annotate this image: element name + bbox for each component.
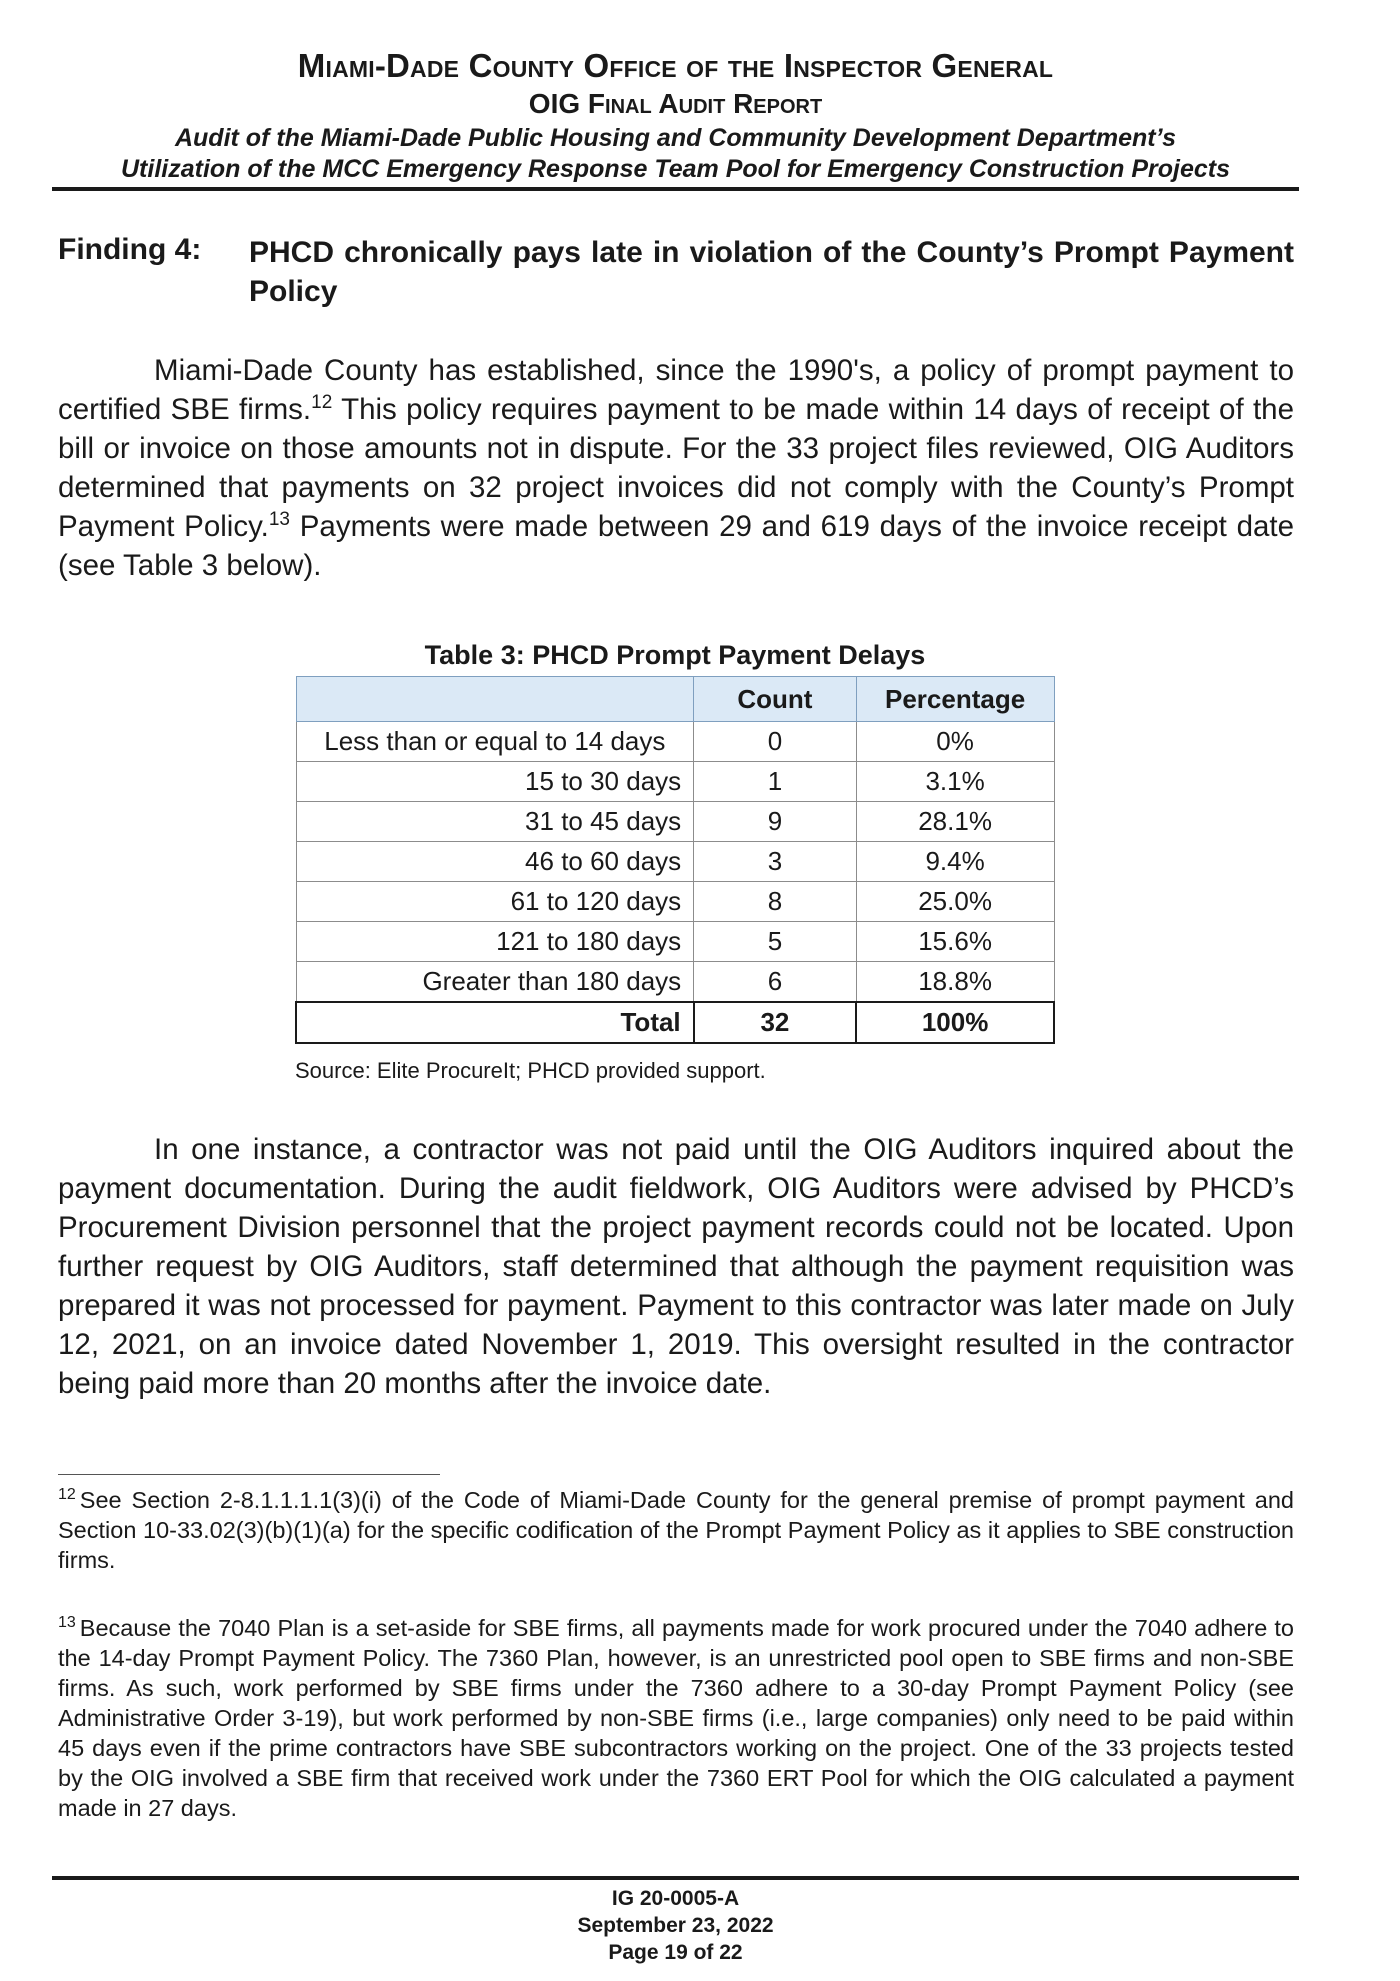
row-label: Greater than 180 days (296, 962, 694, 1003)
office-title: Miami-Dade County Office of the Inspector General (297, 47, 1054, 84)
finding-label: Finding 4: (58, 233, 202, 266)
report-id: IG 20-0005-A (611, 1887, 740, 1910)
header-divider (52, 187, 1299, 191)
footnote-text: Because the 7040 Plan is a set-aside for SBE firms, all payments made for work procured under the 7040 adhere to the 14-day Prompt Payment Policy. The 7360 Plan, however, is an unrestricted pool open to SBE firms and non-SBE firms. As such, work performed by SBE firms under the 7360 adhere to a 30-day Prompt Payment Policy (see Administrative Order 3-19), but work performed by non-SBE firms (i.e., large companies) only need to be paid within 45 days even if the prime contractors have SBE subcontractors working on the project. One of the 33 projects tested by the OIG involved a SBE firm that received work under the 7360 ERT Pool for which the OIG calculated a payment made in 27 days. (58, 1615, 1294, 1821)
row-label: 121 to 180 days (296, 922, 694, 962)
header-count: Count (694, 677, 857, 722)
report-date: September 23, 2022 (577, 1914, 774, 1937)
row-percentage: 18.8% (856, 962, 1054, 1003)
table-row (296, 722, 1054, 762)
paragraph-1-part-2: This policy requires payment to be made within 14 days of receipt of the bill or invoice on those amounts not in dispute. For the 33 project files reviewed, OIG Auditors determined that payments on 32 project invoices did not comply with the County’s Prompt Payment Policy. (58, 393, 1294, 543)
row-label: 46 to 60 days (296, 842, 694, 882)
row-count: 6 (694, 962, 857, 1003)
table-total-row (296, 1002, 1054, 1043)
row-count: 8 (694, 882, 857, 922)
row-label: 61 to 120 days (296, 882, 694, 922)
table-row (296, 842, 1054, 882)
row-percentage: 3.1% (856, 762, 1054, 802)
table-row (296, 922, 1054, 962)
report-type: OIG Final Audit Report (528, 88, 823, 119)
paragraph-1-part-1: Miami-Dade County has established, since the 1990's, a policy of prompt payment to certified SBE firms. (58, 354, 1294, 426)
row-count: 0 (694, 722, 857, 762)
audit-title-line-2: Utilization of the MCC Emergency Response Team Pool for Emergency Construction Projects (121, 155, 1230, 183)
footnote-12 (58, 1485, 1294, 1575)
paragraph-late-payment-instance: In one instance, a contractor was not paid until the OIG Auditors inquired about the payment documentation. During the audit fieldwork, OIG Auditors were advised by PHCD’s Procurement Division personnel that the project payment records could not be located. Upon further request by OIG Auditors, staff determined that although the payment requisition was prepared it was not processed for payment. Payment to this contractor was later made on July 12, 2021, on an invoice dated November 1, 2019. This oversight resulted in the contractor being paid more than 20 months after the invoice date. (58, 1133, 1294, 1400)
row-percentage: 15.6% (856, 922, 1054, 962)
table-header-row (296, 677, 1054, 722)
row-percentage: 28.1% (856, 802, 1054, 842)
row-count: 9 (694, 802, 857, 842)
total-count: 32 (694, 1002, 857, 1043)
audit-title-line-1: Audit of the Miami-Dade Public Housing and Community Development Department’s (174, 124, 1177, 152)
table-row (296, 802, 1054, 842)
payment-delays-table (295, 676, 1055, 1044)
row-label: 31 to 45 days (296, 802, 694, 842)
row-percentage: 25.0% (856, 882, 1054, 922)
row-percentage: 0% (856, 722, 1054, 762)
header-blank-cell (296, 677, 694, 722)
table-title: Table 3: PHCD Prompt Payment Delays (424, 640, 926, 670)
footnote-ref-12[interactable]: 12 (311, 392, 333, 414)
header-percentage: Percentage (856, 677, 1054, 722)
table-source: Source: Elite ProcureIt; PHCD provided support. (295, 1058, 766, 1083)
row-label: Less than or equal to 14 days (296, 722, 694, 762)
paragraph-prompt-payment (58, 351, 1294, 585)
total-percentage: 100% (856, 1002, 1054, 1043)
row-count: 1 (694, 762, 857, 802)
row-label: 15 to 30 days (296, 762, 694, 802)
table-row (296, 882, 1054, 922)
footnote-text: See Section 2-8.1.1.1.1(3)(i) of the Code of Miami-Dade County for the general premise of prompt payment and Section 10-33.02(3)(b)(1)(a) for the specific codification of the Prompt Payment Policy as it applies to SBE construction firms. (58, 1487, 1294, 1573)
paragraph-1-part-3: Payments were made between 29 and 619 days of the invoice receipt date (see Table 3 below). (58, 510, 1294, 582)
row-count: 5 (694, 922, 857, 962)
total-label: Total (296, 1002, 694, 1043)
footnote-divider (58, 1474, 440, 1475)
row-percentage: 9.4% (856, 842, 1054, 882)
table-row (296, 962, 1054, 1003)
page-number: Page 19 of 22 (608, 1941, 743, 1964)
table-row (296, 762, 1054, 802)
footnote-ref-13[interactable]: 13 (268, 509, 290, 531)
footnote-13 (58, 1613, 1294, 1823)
footnote-number: 12 (58, 1486, 76, 1504)
footer-divider (52, 1876, 1299, 1880)
row-count: 3 (694, 842, 857, 882)
footnote-number: 13 (58, 1614, 76, 1632)
finding-title: PHCD chronically pays late in violation of the County’s Prompt Payment Policy (249, 236, 1294, 308)
